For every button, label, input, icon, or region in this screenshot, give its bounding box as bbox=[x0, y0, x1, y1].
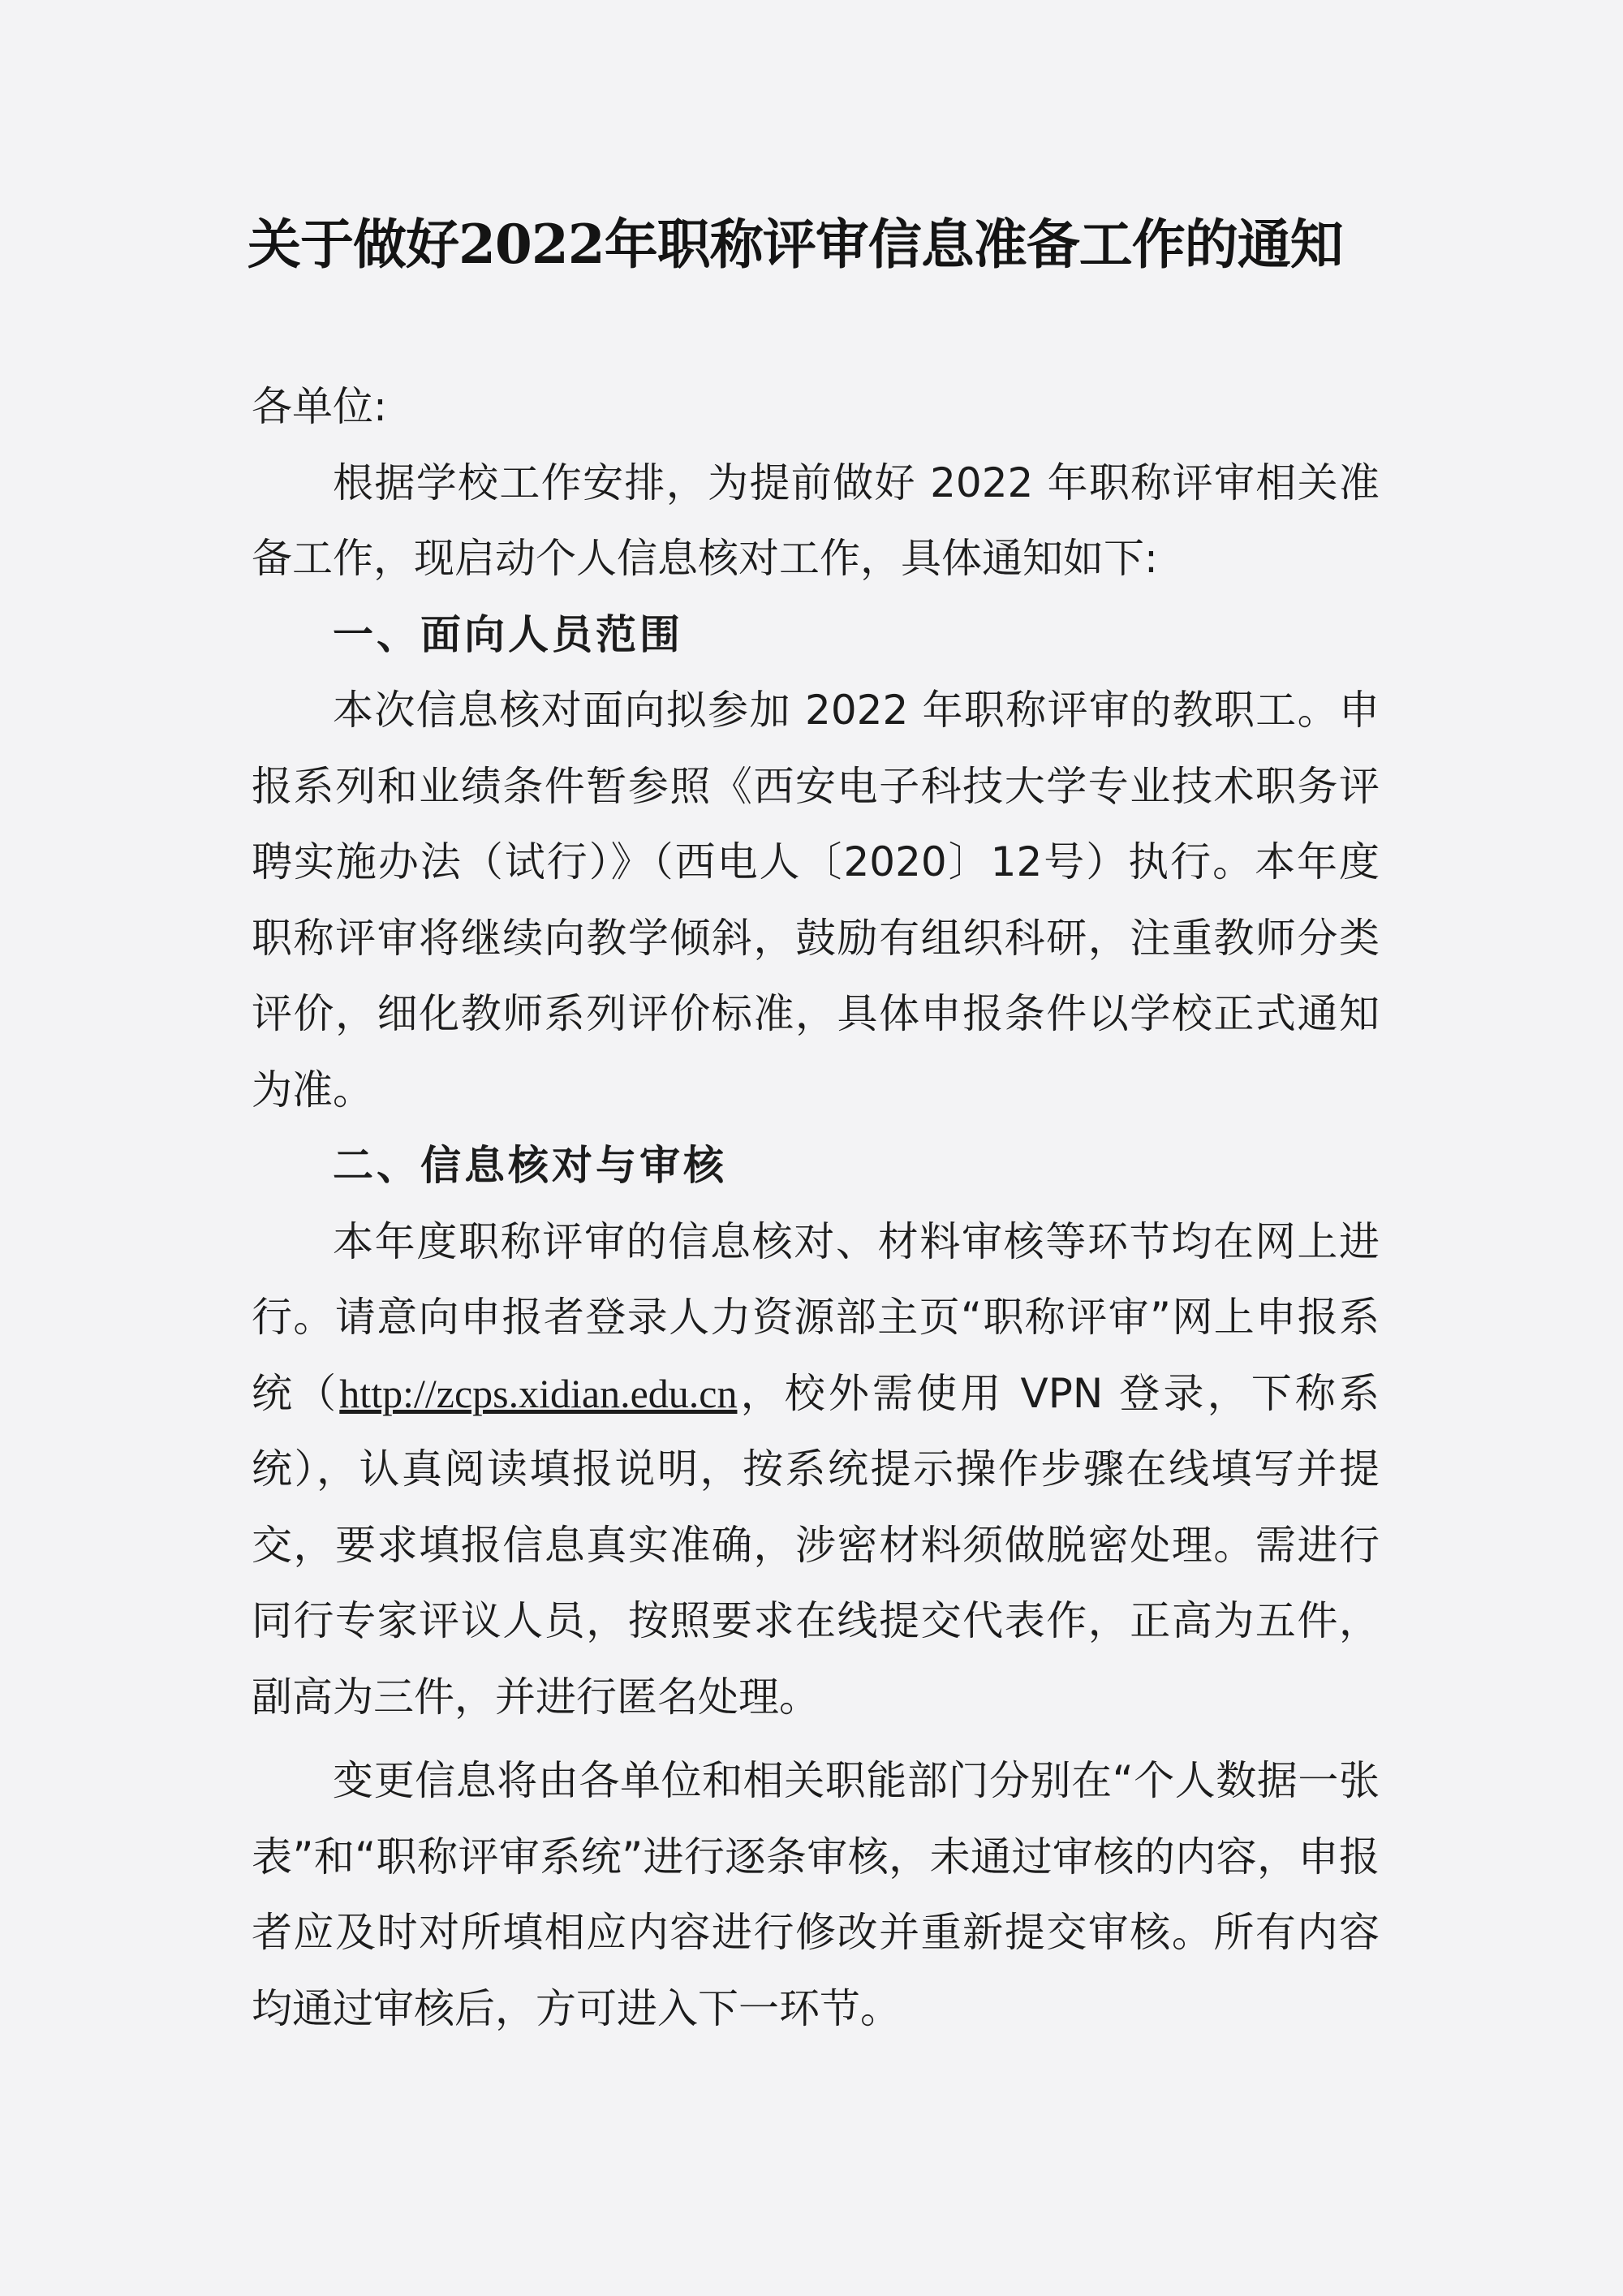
section2-paragraph bbox=[252, 1204, 1380, 1736]
section2-text-before-url: 本年度职称评审的信息核对、材料审核等环节均在网上进行。请意向申报者登录人力资源部主页“职称评审”网上申报系统（ bbox=[252, 1217, 1380, 1417]
section2-text-after-url: ，校外需使用 VPN 登录，下称系统），认真阅读填报说明，按系统提示操作步骤在线填写并提交，要求填报信息真实准确，涉密材料须做脱密处理。需进行同行专家评议人员，按照要求在线提交代表作，正高为五件，副高为三件，并进行匿名处理。 bbox=[252, 1369, 1380, 1721]
document-body bbox=[252, 369, 1380, 2047]
section1-paragraph: 本次信息核对面向拟参加 2022 年职称评审的教职工。申报系列和业绩条件暂参照《西安电子科技大学专业技术职务评聘实施办法（试行）》（西电人〔2020〕12号）执行。本年度职称评审将继续向教学倾斜，鼓励有组织科研，注重教师分类评价，细化教师系列评价标准，具体申报条件以学校正式通知为准。 bbox=[252, 687, 1380, 1114]
intro-paragraph: 根据学校工作安排，为提前做好 2022 年职称评审相关准备工作，现启动个人信息核对工作，具体通知如下: bbox=[252, 459, 1380, 582]
section1-heading: 一、面向人员范围 bbox=[333, 610, 683, 658]
section2-heading: 二、信息核对与审核 bbox=[333, 1142, 727, 1189]
document-title: 关于做好2022年职称评审信息准备工作的通知 bbox=[248, 213, 1343, 276]
system-url-link[interactable]: http://zcps.xidian.edu.cn bbox=[339, 1370, 738, 1416]
salutation: 各单位: bbox=[252, 383, 387, 430]
section2-paragraph-2: 变更信息将由各单位和相关职能部门分别在“个人数据一张表”和“职称评审系统”进行逐条审核，未通过审核的内容，申报者应及时对所填相应内容进行修改并重新提交审核。所有内容均通过审核后，方可进入下一环节。 bbox=[252, 1757, 1380, 2032]
